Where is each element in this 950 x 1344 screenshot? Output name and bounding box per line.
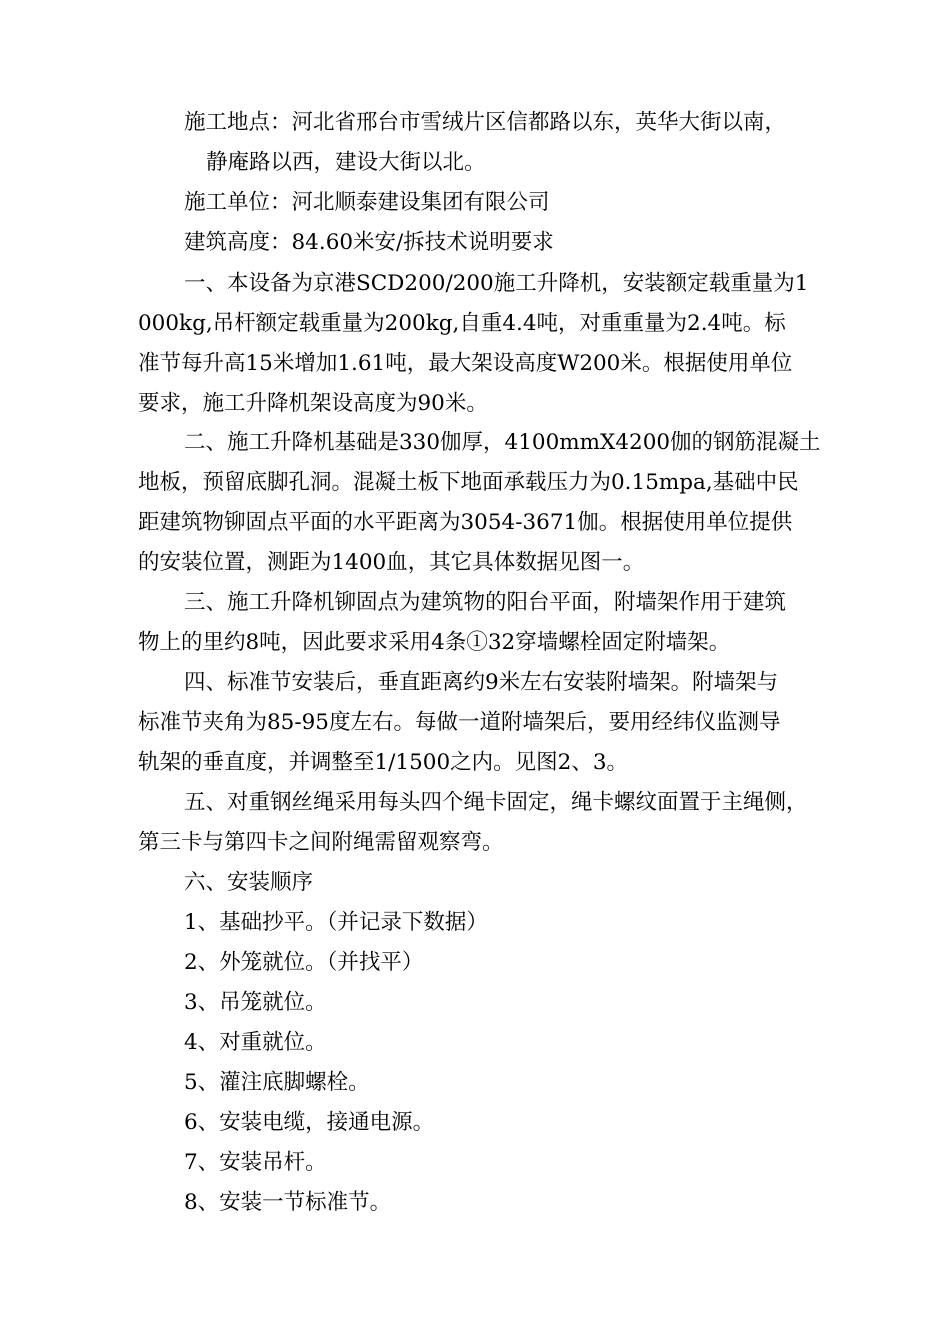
section-2-line-4: 的安装位置，测距为1400血，其它具体数据见图一。 [138,550,645,575]
site-location-line-1: 施工地点：河北省邢台市雪绒片区信都路以东，英华大街以南， [184,110,787,135]
section-2-line-3: 距建筑物铆固点平面的水平距离为3054-3671伽。根据使用单位提供 [138,510,793,535]
section-1-line-4: 要求，施工升降机架设高度为90米。 [138,391,488,416]
section-1-line-3: 准节每升高15米增加1.61吨，最大架设高度W200米。根据使用单位 [138,351,793,376]
section-4-line-1: 四、标准节安装后，垂直距离约9米左右安装附墙架。附墙架与 [184,670,779,695]
install-step-6: 6、安装电缆，接通电源。 [184,1110,435,1135]
section-4-line-3: 轨架的垂直度，并调整至1/1500之内。见图2、3。 [138,750,628,775]
site-location-line-2: 静庵路以西，建设大街以北。 [206,150,486,175]
install-step-1: 1、基础抄平。（并记录下数据） [184,910,488,935]
section-2-line-1: 二、施工升降机基础是330伽厚，4100mmX4200伽的钢筋混凝土 [184,430,821,455]
section-4-line-2: 标准节夹角为85-95度左右。每做一道附墙架后，要用经纬仪监测导 [138,710,781,735]
section-3-line-1: 三、施工升降机铆固点为建筑物的阳台平面，附墙架作用于建筑 [184,590,787,615]
section-1-line-2: 000kg,吊杆额定载重量为200kg,自重4.4吨，对重重量为2.4吨。标 [138,311,786,336]
install-step-4: 4、对重就位。 [184,1030,327,1055]
install-step-2: 2、外笼就位。（并找平） [184,950,424,975]
install-step-8: 8、安装一节标准节。 [184,1190,392,1215]
install-step-3: 3、吊笼就位。 [184,990,327,1015]
construction-unit-line: 施工单位：河北顺泰建设集团有限公司 [184,190,550,215]
building-height-line: 建筑高度：84.60米安/拆技术说明要求 [184,230,554,255]
section-2-line-2: 地板，预留底脚孔洞。混凝土板下地面承载压力为0.15mpa,基础中民 [138,470,799,495]
section-5-line-1: 五、对重钢丝绳采用每头四个绳卡固定，绳卡螺纹面置于主绳侧， [184,790,808,815]
install-step-5: 5、灌注底脚螺栓。 [184,1070,370,1095]
section-3-line-2: 物上的里约8吨，因此要求采用4条①32穿墙螺栓固定附墙架。 [138,630,731,655]
section-5-line-2: 第三卡与第四卡之间附绳需留观察弯。 [138,830,504,855]
install-step-7: 7、安装吊杆。 [184,1150,327,1175]
section-1-line-1: 一、本设备为京港SCD200/200施工升降机，安装额定载重量为1 [184,271,809,296]
section-6-heading: 六、安装顺序 [184,870,314,895]
